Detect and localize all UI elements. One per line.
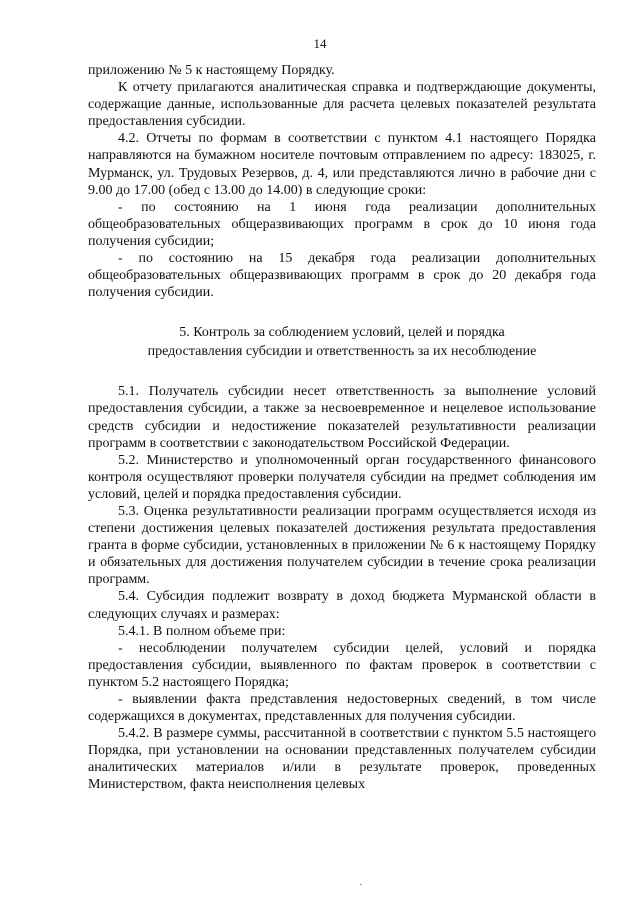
document-body: [88, 62, 596, 794]
section-heading: [88, 323, 596, 361]
paragraph-5-4-2: 5.4.2. В размере суммы, рассчитанной в соответствии с пунктом 5.5 настоящего Порядка, при установлении на основании представленных получателем субсидии аналитических материалов и/или в результате проверок, проведенных Министерством, факта неисполнения целевых: [88, 726, 596, 793]
scan-mark: [360, 884, 362, 885]
paragraph-5-3: 5.3. Оценка результативности реализации программ осуществляется исходя из степени достижения целевых показателей достижения результата предоставления гранта в форме субсидии, установленных в приложении № 6 к настоящему Порядку и обязательных для достижения получателем субсидии в течение срока реализации программ.: [88, 503, 596, 588]
list-item-deadline-june: - по состоянию на 1 июня года реализации дополнительных общеобразовательных общеразвивающих программ в срок до 10 июня года получения субсидии;: [88, 199, 596, 249]
list-item-noncompliance: - несоблюдении получателем субсидии целей, условий и порядка предоставления субсидии, выявленного по фактам проверок в соответствии с пунктом 5.2 настоящего Порядка;: [88, 640, 596, 690]
list-item-false-information: - выявлении факта представления недостоверных сведений, в том числе содержащихся в документах, представленных для получения субсидии.: [88, 692, 596, 725]
paragraph-5-2: 5.2. Министерство и уполномоченный орган государственного финансового контроля осуществляют проверки получателя субсидии на предмет соблюдения им условий, целей и порядка предоставления субсидии.: [88, 452, 596, 502]
paragraph-5-1: 5.1. Получатель субсидии несет ответственность за выполнение условий предоставления субсидии, а также за несвоевременное и нецелевое использование средств субсидии и недостижение показателей результативности реализации программ в соответствии с законодательством Российской Федерации.: [88, 384, 596, 451]
paragraph-5-4: 5.4. Субсидия подлежит возврату в доход бюджета Мурманской области в следующих случаях и размерах:: [88, 589, 596, 622]
paragraph-continuation: приложению № 5 к настоящему Порядку.: [88, 63, 335, 78]
page-number: 14: [313, 36, 327, 51]
paragraph-4-2: 4.2. Отчеты по формам в соответствии с пунктом 4.1 настоящего Порядка направляются на бумажном носителе почтовым отправлением по адресу: 183025, г. Мурманск, ул. Трудовых Резервов, д. 4, или представляются лично в рабочие дни с 9.00 до 17.00 (обед с 13.00 до 14.00) в следующие сроки:: [88, 131, 596, 198]
paragraph-report-attachments: К отчету прилагаются аналитическая справка и подтверждающие документы, содержащие данные, использованные для расчета целевых показателей результата предоставления субсидии.: [88, 80, 596, 130]
list-item-deadline-december: - по состоянию на 15 декабря года реализации дополнительных общеобразовательных общеразвивающих программ в срок до 20 декабря года получения субсидии.: [88, 251, 596, 301]
paragraph-5-4-1: 5.4.1. В полном объеме при:: [118, 623, 286, 639]
section-heading-line-2: предоставления субсидии и ответственность за их несоблюдение: [147, 344, 537, 360]
section-heading-line-1: 5. Контроль за соблюдением условий, целей и порядка: [179, 325, 505, 341]
